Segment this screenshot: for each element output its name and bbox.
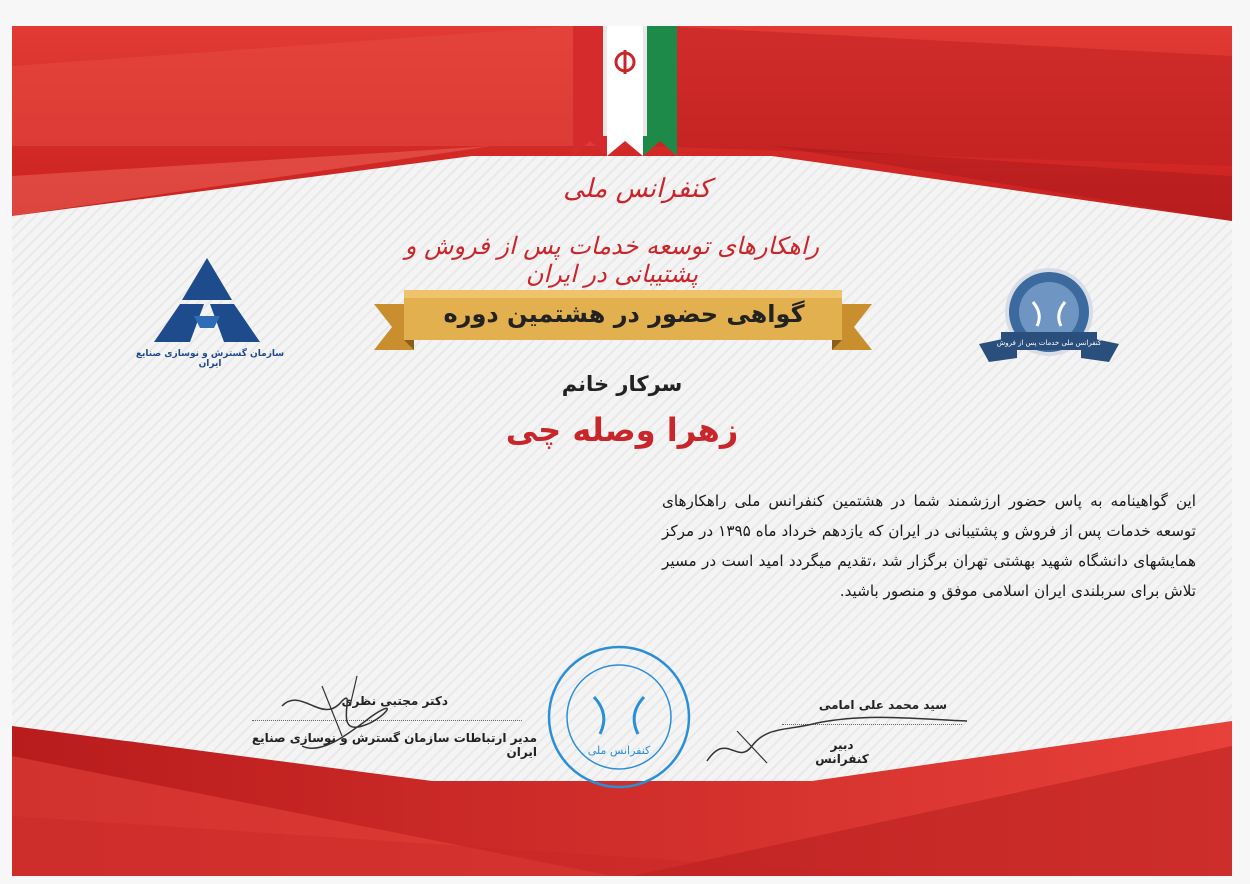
- certificate: [12, 26, 1232, 876]
- stamp-label: کنفرانس ملی: [587, 744, 651, 757]
- conference-badge: [977, 266, 1121, 370]
- conference-label: کنفرانس ملی: [563, 174, 711, 204]
- right-signer-title: دبیر کنفرانس: [815, 738, 869, 766]
- iran-flag: [573, 26, 677, 156]
- ribbon-title: گواهی حضور در هشتمین دوره: [443, 300, 805, 328]
- salutation: سرکار خانم: [561, 372, 683, 396]
- conference-title: راهکارهای توسعه خدمات پس از فروش و پشتیبانی در ایران: [404, 232, 820, 288]
- org-name: سازمان گسترش و نوسازی صنایع ایران: [135, 349, 285, 369]
- conference-stamp: [544, 642, 694, 792]
- right-signer-name: سید محمد علی امامی: [818, 698, 947, 712]
- left-signer-title: مدیر ارتباطات سازمان گسترش و نوسازی صنایع ایران: [251, 731, 537, 759]
- right-signature-scribble: [697, 691, 977, 771]
- idro-logo: [152, 256, 262, 346]
- badge-label: کنفرانس ملی خدمات پس از فروش: [996, 339, 1102, 347]
- left-signature-scribble: [262, 666, 522, 766]
- recipient-name: زهرا وصله چی: [505, 411, 739, 449]
- left-signer-name: دکتر مجتبی نظری: [341, 694, 448, 708]
- certificate-body: این گواهینامه به پاس حضور ارزشمند شما در هشتمین کنفرانس ملی راهکارهای توسعه خدمات پس از فروش و پشتیبانی در ایران که یازدهم خرداد ماه ۱۳۹۵ در مرکز همایشهای دانشگاه شهید بهشتی تهران برگزار شد ،تقدیم میگردد امید است در مسیر تلاش برای سربلندی ایران اسلامی موفق و منصور باشید.: [662, 492, 1196, 600]
